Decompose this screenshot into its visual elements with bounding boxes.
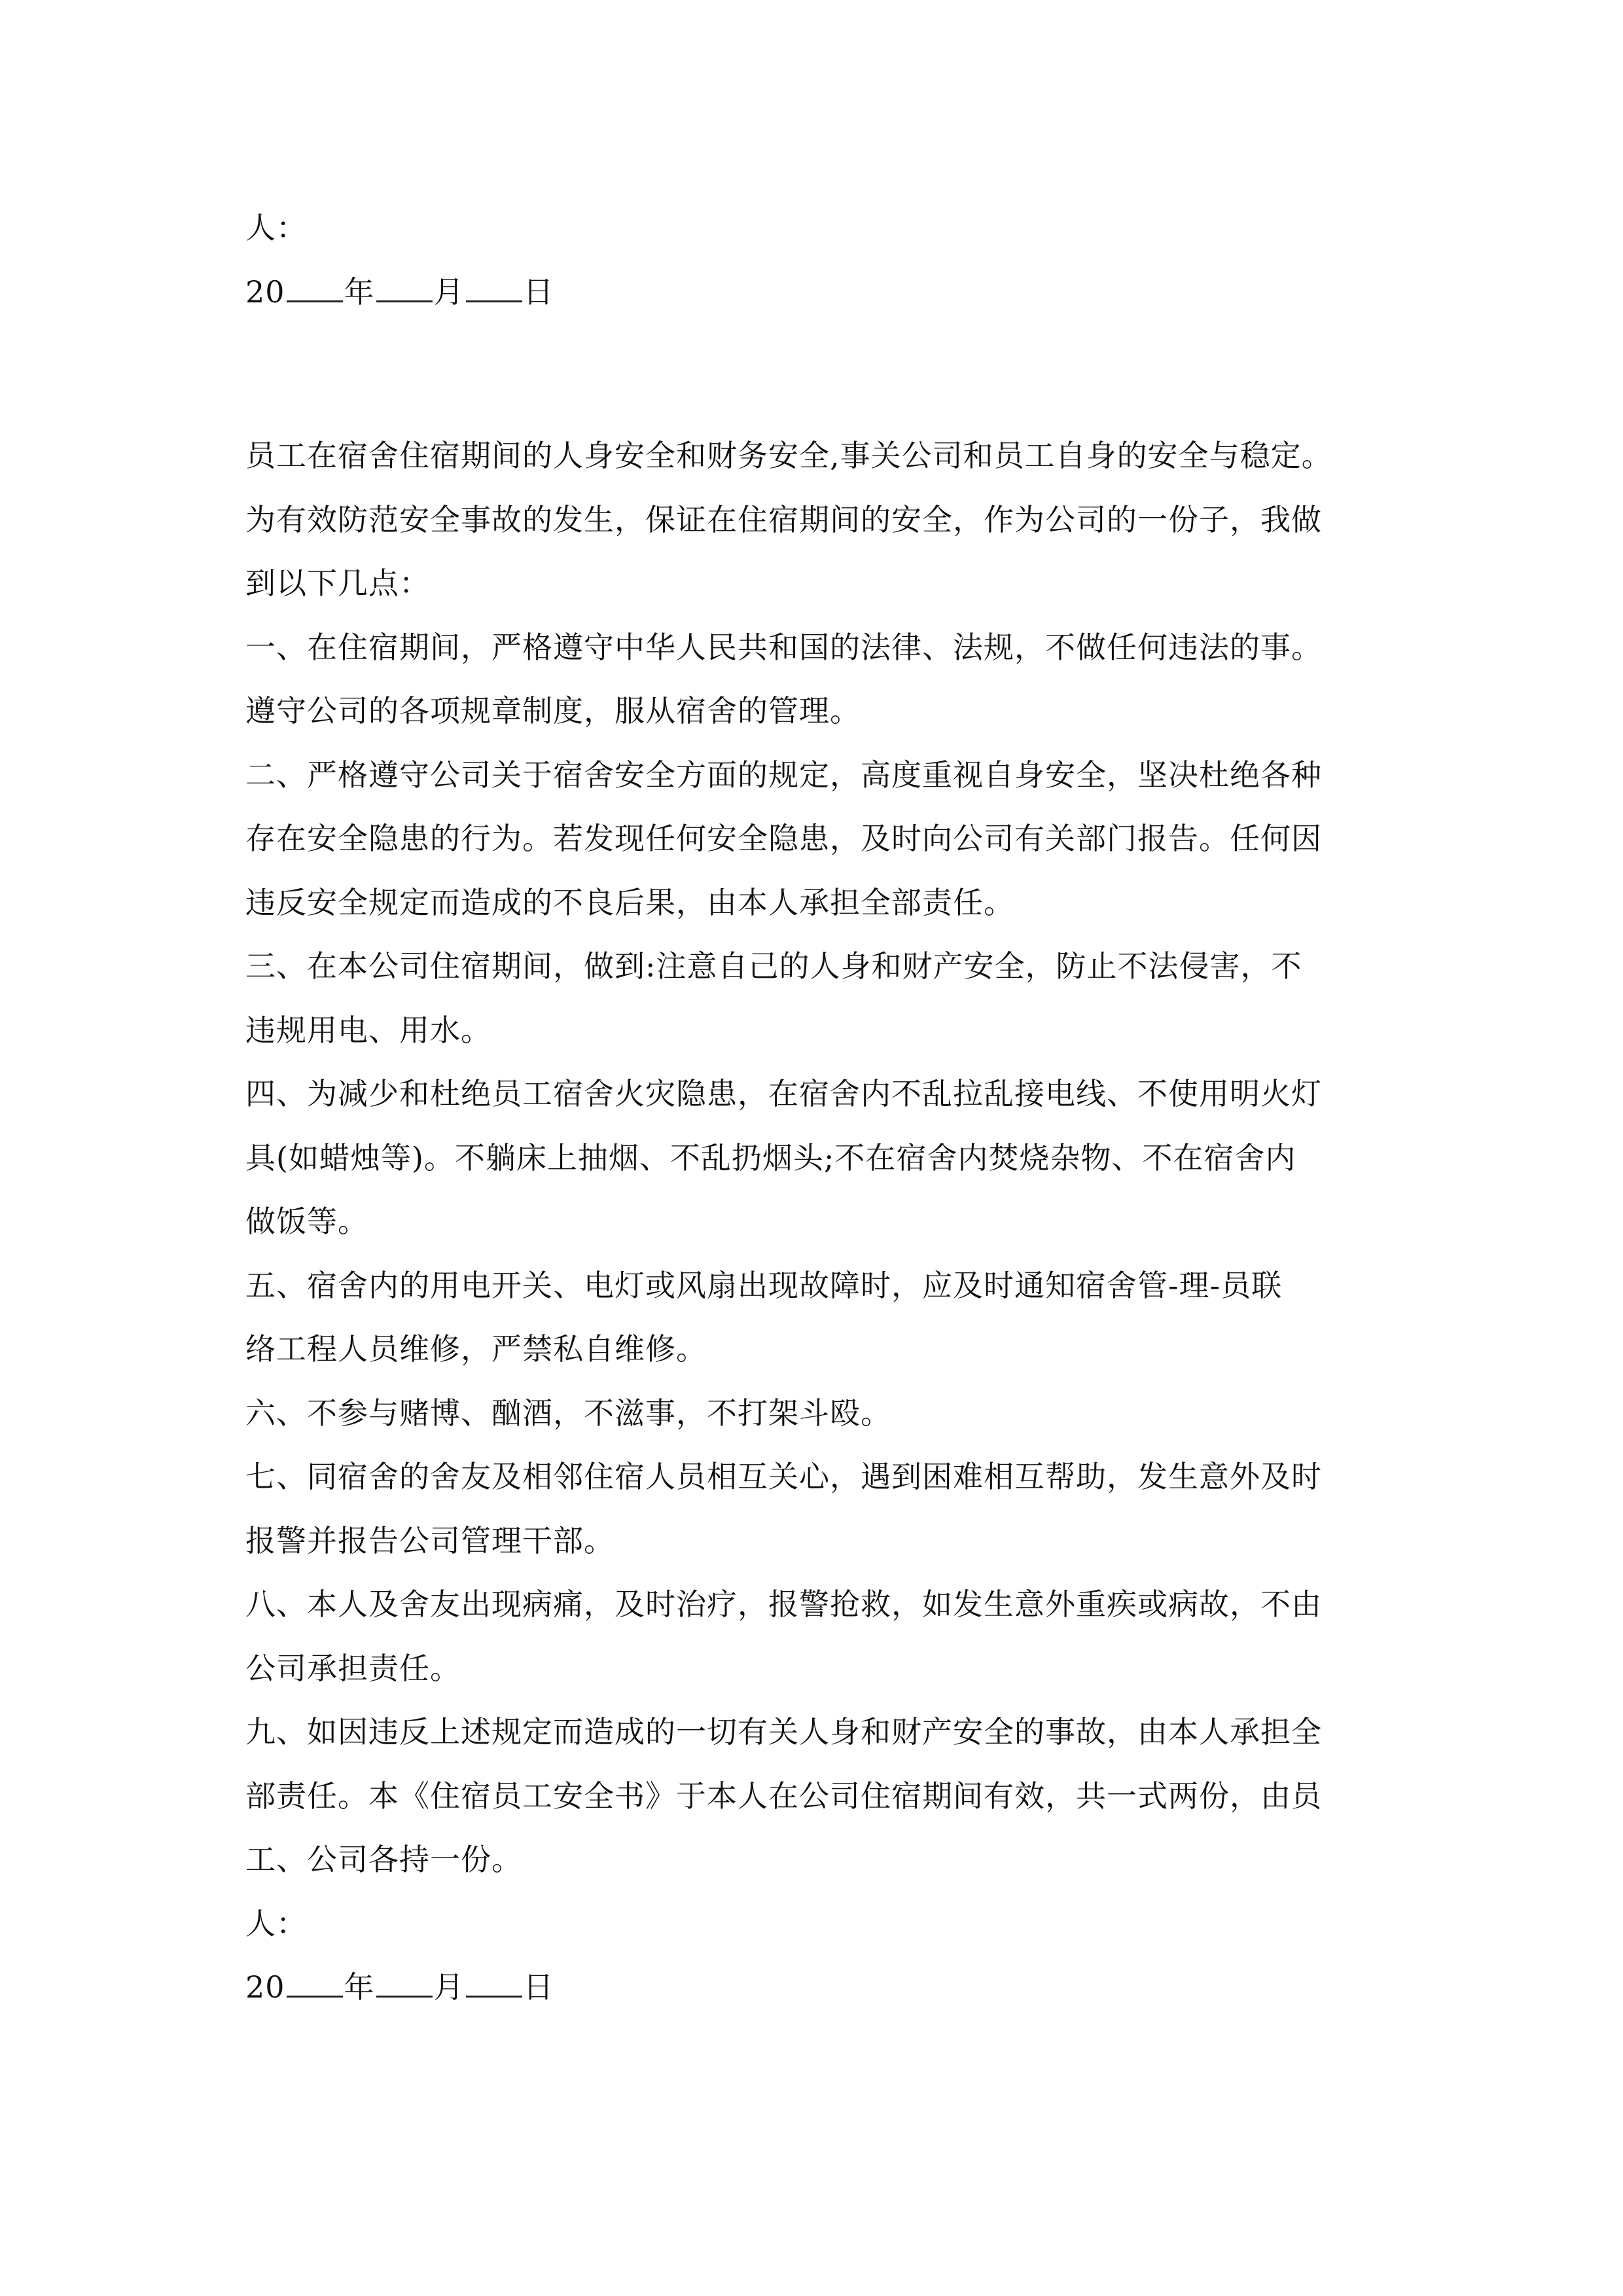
top-date-prefix: 20 <box>245 274 285 310</box>
body-line: 遵守公司的各项规章制度，服从宿舍的管理。 <box>245 693 861 728</box>
document-body <box>245 196 1384 2020</box>
body-line: 五、宿舍内的用电开关、电灯或风扇出现故障时，应及时通知宿舍管-理-员联 <box>245 1267 1283 1303</box>
top-date-line <box>245 260 1384 325</box>
bottom-day-blank <box>466 1972 522 1998</box>
body-line: 络工程人员维修，严禁私自维修。 <box>245 1331 707 1367</box>
body-line: 六、不参与赌博、酗酒，不滋事，不打架斗殴。 <box>245 1395 891 1431</box>
bottom-month-blank <box>376 1972 433 1998</box>
body-line: 工、公司各持一份。 <box>245 1842 522 1877</box>
body-line: 违反安全规定而造成的不良后果，由本人承担全部责任。 <box>245 884 1014 920</box>
body-line: 二、严格遵守公司关于宿舍安全方面的规定，高度重视自身安全，坚决杜绝各种 <box>245 757 1322 793</box>
body-line: 报警并报告公司管理干部。 <box>245 1522 615 1558</box>
body-line: 一、在住宿期间，严格遵守中华人民共和国的法律、法规，不做任何违法的事。 <box>245 629 1322 665</box>
agreement-text <box>245 424 1384 1892</box>
top-month-blank <box>376 277 433 302</box>
bottom-date-prefix: 20 <box>245 1969 285 2005</box>
body-line: 违规用电、用水。 <box>245 1012 491 1048</box>
body-line: 七、同宿舍的舍友及相邻住宿人员相互关心，遇到困难相互帮助，发生意外及时 <box>245 1459 1322 1494</box>
section-gap <box>245 324 1384 424</box>
top-year-blank <box>287 277 343 302</box>
body-line: 三、在本公司住宿期间，做到:注意自己的人身和财产安全，防止不法侵害，不 <box>245 948 1302 984</box>
top-date-month: 月 <box>433 274 465 310</box>
body-line: 具(如蜡烛等)。不躺床上抽烟、不乱扔烟头;不在宿舍内焚烧杂物、不在宿舍内 <box>245 1139 1296 1175</box>
body-line: 八、本人及舍友出现病痛，及时治疗，报警抢救，如发生意外重疾或病故，不由 <box>245 1587 1322 1622</box>
body-line: 九、如因违反上述规定而造成的一切有关人身和财产安全的事故，由本人承担全 <box>245 1714 1322 1749</box>
body-line: 公司承担责任。 <box>245 1650 461 1686</box>
body-line: 做饭等。 <box>245 1204 368 1239</box>
bottom-date-month: 月 <box>433 1969 465 2005</box>
bottom-year-blank <box>287 1972 343 1998</box>
top-day-blank <box>466 277 522 302</box>
bottom-date-day: 日 <box>523 1969 554 2005</box>
bottom-signature-label: 人： <box>245 1905 307 1941</box>
body-line: 为有效防范安全事故的发生，保证在住宿期间的安全，作为公司的一份子，我做 <box>245 501 1322 537</box>
body-line: 部责任。本《住宿员工安全书》于本人在公司住宿期间有效，共一式两份，由员 <box>245 1778 1322 1814</box>
body-line: 四、为减少和杜绝员工宿舍火灾隐患，在宿舍内不乱拉乱接电线、不使用明火灯 <box>245 1076 1322 1111</box>
top-date-day: 日 <box>523 274 554 310</box>
body-line: 员工在宿舍住宿期间的人身安全和财务安全,事关公司和员工自身的安全与稳定。 <box>245 438 1332 473</box>
bottom-date-year: 年 <box>344 1969 375 2005</box>
bottom-date-line <box>245 1956 1384 2020</box>
body-line: 到以下几点： <box>245 565 430 601</box>
body-line: 存在安全隐患的行为。若发现任何安全隐患，及时向公司有关部门报告。任何因 <box>245 821 1322 856</box>
top-date-year: 年 <box>344 274 375 310</box>
top-signature-label: 人： <box>245 210 307 245</box>
